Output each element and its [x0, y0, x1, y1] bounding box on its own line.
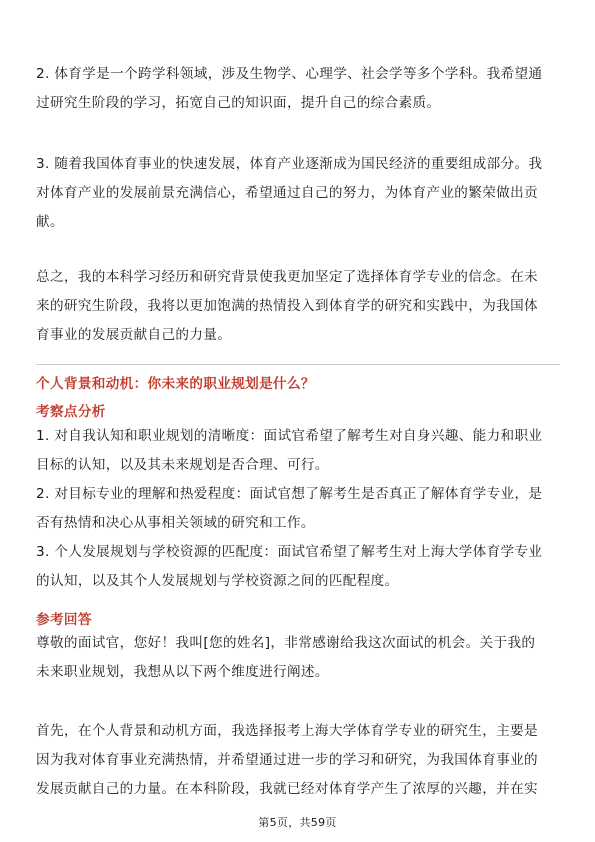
- body-text-line: 来的研究生阶段，我将以更加饱满的热情投入到体育学的研究和实践中，为我国体: [36, 298, 538, 314]
- answer-text-line: 未来职业规划，我想从以下两个维度进行阐述。: [36, 664, 329, 680]
- body-text-line: 对体育产业的发展前景充满信心，希望通过自己的努力，为体育产业的繁荣做出贡: [36, 185, 538, 201]
- body-text-line: 献。: [36, 214, 64, 230]
- analysis-item-line: 2. 对目标专业的理解和热爱程度：面试官想了解考生是否真正了解体育学专业，是: [36, 486, 543, 502]
- answer-text-line: 因为我对体育事业充满热情，并希望通过进一步的学习和研究，为我国体育事业的: [36, 752, 538, 768]
- analysis-item-line: 的认知，以及其个人发展规划与学校资源之间的匹配程度。: [36, 573, 399, 589]
- analysis-item-line: 1. 对自我认知和职业规划的清晰度：面试官希望了解考生对自身兴趣、能力和职业: [36, 428, 543, 444]
- page-number: 第5页，共59页: [258, 816, 337, 829]
- body-text-line: 3. 随着我国体育事业的快速发展，体育产业逐渐成为国民经济的重要组成部分。我: [36, 156, 543, 172]
- body-text-line: 过研究生阶段的学习，拓宽自己的知识面，提升自己的综合素质。: [36, 95, 441, 111]
- answer-text-line: 首先，在个人背景和动机方面，我选择报考上海大学体育学专业的研究生，主要是: [36, 723, 538, 739]
- analysis-item-line: 否有热情和决心从事相关领域的研究和工作。: [36, 515, 315, 531]
- analysis-item-line: 3. 个人发展规划与学校资源的匹配度：面试官希望了解考生对上海大学体育学专业: [36, 544, 543, 560]
- body-text-line: 总之，我的本科学习经历和研究背景使我更加坚定了选择体育学专业的信念。在未: [36, 269, 538, 285]
- answer-text-line: 发展贡献自己的力量。在本科阶段，我就已经对体育学产生了浓厚的兴趣，并在实: [36, 781, 538, 797]
- body-text-line: 2. 体育学是一个跨学科领域，涉及生物学、心理学、社会学等多个学科。我希望通: [36, 66, 543, 82]
- answer-heading: 参考回答: [36, 612, 92, 628]
- analysis-item-line: 目标的认知，以及其未来规划是否合理、可行。: [36, 457, 329, 473]
- body-text-line: 育事业的发展贡献自己的力量。: [36, 327, 232, 343]
- answer-text-line: 尊敬的面试官，您好！我叫[您的姓名]，非常感谢给我这次面试的机会。关于我的: [36, 635, 536, 651]
- question-title: 个人背景和动机：你未来的职业规划是什么？: [36, 376, 315, 392]
- section-divider: [36, 364, 560, 365]
- analysis-heading: 考察点分析: [36, 404, 106, 420]
